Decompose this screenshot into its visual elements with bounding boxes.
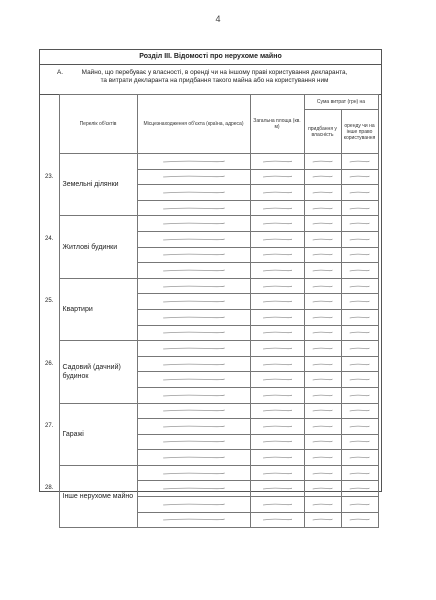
dash-mark (161, 518, 226, 521)
dash-mark (349, 160, 370, 163)
subsection-text-line-2: та витрати декларанта на придбання такого майна або на користування ним (100, 77, 329, 84)
table-cell (341, 341, 378, 357)
table-cell (250, 387, 304, 403)
dash-mark (312, 269, 333, 272)
table-cell (304, 200, 341, 216)
dash-mark (312, 160, 333, 163)
table-cell (341, 185, 378, 201)
dash-mark (349, 487, 370, 490)
table-cell (250, 216, 304, 232)
table-cell (304, 169, 341, 185)
dash-mark (262, 347, 293, 350)
table-cell (250, 200, 304, 216)
dash-mark (161, 503, 226, 506)
dash-mark (161, 347, 226, 350)
table-cell (250, 512, 304, 528)
table-cell (304, 154, 341, 170)
table-cell (341, 247, 378, 263)
dash-mark (262, 503, 293, 506)
table-cell (341, 154, 378, 170)
table-cell (304, 294, 341, 310)
dash-mark (262, 378, 293, 381)
dash-mark (161, 238, 226, 241)
header-object-list: Перелік об'єктів (59, 95, 137, 154)
dash-mark (262, 518, 293, 521)
dash-mark (262, 331, 293, 334)
dash-mark (161, 363, 226, 366)
table-cell (341, 465, 378, 481)
section-frame (39, 49, 382, 501)
table-cell (250, 465, 304, 481)
group-label: Інше нерухоме майно (59, 465, 137, 527)
dash-mark (161, 378, 226, 381)
table-cell (250, 309, 304, 325)
dash-mark (161, 269, 226, 272)
dash-mark (312, 456, 333, 459)
dash-mark (161, 487, 226, 490)
dash-mark (161, 160, 226, 163)
table-cell (341, 512, 378, 528)
group-number: 26. (45, 341, 59, 403)
table-cell (250, 294, 304, 310)
table-cell (250, 434, 304, 450)
dash-mark (312, 253, 333, 256)
dash-mark (312, 316, 333, 319)
table-cell (341, 200, 378, 216)
header-total-area: Загальна площа (кв. м) (250, 95, 304, 154)
table-cell (137, 497, 250, 513)
table-cell (137, 309, 250, 325)
dash-mark (161, 191, 226, 194)
dash-mark (349, 409, 370, 412)
group-number: 28. (45, 465, 59, 527)
dash-mark (349, 331, 370, 334)
dash-mark (312, 238, 333, 241)
table-cell (137, 263, 250, 279)
table-cell (341, 434, 378, 450)
table-cell (341, 403, 378, 419)
table-cell (250, 247, 304, 263)
table-cell (341, 372, 378, 388)
group-label: Квартири (59, 278, 137, 340)
dash-mark (262, 238, 293, 241)
table-cell (137, 419, 250, 435)
dash-mark (161, 316, 226, 319)
dash-mark (349, 222, 370, 225)
group-label: Садовий (дачний) будинок (59, 341, 137, 403)
property-table (45, 94, 379, 528)
table-cell (250, 450, 304, 466)
table-cell (341, 450, 378, 466)
table-cell (304, 481, 341, 497)
table-cell (304, 372, 341, 388)
table-cell (341, 231, 378, 247)
dash-mark (349, 175, 370, 178)
dash-mark (262, 425, 293, 428)
dash-mark (161, 456, 226, 459)
table-cell (304, 450, 341, 466)
table-cell (137, 372, 250, 388)
dash-mark (312, 472, 333, 475)
section-title: Розділ ІІІ. Відомості про нерухоме майно (40, 50, 381, 65)
dash-mark (349, 347, 370, 350)
group-label: Гаражі (59, 403, 137, 465)
dash-mark (312, 409, 333, 412)
table-cell (304, 309, 341, 325)
table-cell (304, 231, 341, 247)
table-cell (304, 512, 341, 528)
dash-mark (161, 394, 226, 397)
header-location: Місцезнаходження об'єкта (країна, адреса) (137, 95, 250, 154)
table-cell (137, 512, 250, 528)
table-cell (304, 465, 341, 481)
dash-mark (312, 300, 333, 303)
dash-mark (349, 425, 370, 428)
dash-mark (349, 456, 370, 459)
table-cell (250, 278, 304, 294)
dash-mark (161, 409, 226, 412)
dash-mark (262, 394, 293, 397)
dash-mark (349, 378, 370, 381)
table-cell (341, 216, 378, 232)
table-row (45, 216, 378, 232)
dash-mark (161, 300, 226, 303)
header-rent: оренду чи на інше право користування (341, 110, 378, 154)
table-cell (137, 387, 250, 403)
table-cell (250, 325, 304, 341)
dash-mark (312, 394, 333, 397)
table-cell (137, 231, 250, 247)
dash-mark (349, 394, 370, 397)
dash-mark (349, 440, 370, 443)
table-cell (250, 419, 304, 435)
table-cell (341, 481, 378, 497)
dash-mark (349, 207, 370, 210)
table-cell (137, 200, 250, 216)
table-cell (137, 185, 250, 201)
dash-mark (349, 518, 370, 521)
dash-mark (312, 175, 333, 178)
table-row (45, 465, 378, 481)
dash-mark (262, 300, 293, 303)
dash-mark (262, 222, 293, 225)
dash-mark (312, 191, 333, 194)
table-cell (250, 169, 304, 185)
table-cell (137, 450, 250, 466)
table-cell (341, 309, 378, 325)
dash-mark (161, 472, 226, 475)
table-cell (304, 341, 341, 357)
dash-mark (312, 487, 333, 490)
dash-mark (161, 207, 226, 210)
table-cell (250, 372, 304, 388)
table-cell (304, 247, 341, 263)
dash-mark (312, 440, 333, 443)
group-number: 24. (45, 216, 59, 278)
dash-mark (312, 425, 333, 428)
table-cell (250, 263, 304, 279)
table-row (45, 341, 378, 357)
table-cell (341, 497, 378, 513)
group-label: Земельні ділянки (59, 154, 137, 216)
subsection-letter: А. (57, 69, 64, 76)
dash-mark (262, 285, 293, 288)
table-cell (137, 294, 250, 310)
dash-mark (349, 269, 370, 272)
dash-mark (262, 472, 293, 475)
dash-mark (262, 191, 293, 194)
dash-mark (262, 269, 293, 272)
table-cell (341, 387, 378, 403)
table-cell (304, 434, 341, 450)
table-cell (137, 169, 250, 185)
table-cell (137, 247, 250, 263)
table-cell (137, 481, 250, 497)
dash-mark (349, 285, 370, 288)
table-cell (250, 403, 304, 419)
table-cell (341, 419, 378, 435)
table-cell (304, 387, 341, 403)
dash-mark (161, 285, 226, 288)
table-cell (137, 356, 250, 372)
group-label: Житлові будинки (59, 216, 137, 278)
group-number: 23. (45, 154, 59, 216)
table-cell (304, 419, 341, 435)
dash-mark (312, 363, 333, 366)
dash-mark (262, 253, 293, 256)
dash-mark (262, 363, 293, 366)
dash-mark (349, 300, 370, 303)
dash-mark (349, 191, 370, 194)
table-cell (304, 185, 341, 201)
table-cell (304, 403, 341, 419)
table-cell (341, 294, 378, 310)
table-cell (250, 341, 304, 357)
dash-mark (349, 316, 370, 319)
group-number: 27. (45, 403, 59, 465)
table-cell (304, 263, 341, 279)
table-row (45, 278, 378, 294)
dash-mark (262, 175, 293, 178)
table-cell (341, 356, 378, 372)
table-cell (250, 154, 304, 170)
table-cell (137, 465, 250, 481)
table-cell (250, 231, 304, 247)
dash-mark (312, 331, 333, 334)
dash-mark (312, 518, 333, 521)
table-cell (341, 263, 378, 279)
table-cell (137, 154, 250, 170)
table-cell (341, 325, 378, 341)
table-cell (137, 216, 250, 232)
header-expenses: Сума витрат (грн) на (304, 95, 378, 110)
dash-mark (161, 175, 226, 178)
table-cell (137, 325, 250, 341)
table-cell (250, 185, 304, 201)
table-cell (137, 341, 250, 357)
dash-mark (349, 503, 370, 506)
dash-mark (161, 222, 226, 225)
dash-mark (262, 456, 293, 459)
table-cell (304, 278, 341, 294)
table-cell (341, 169, 378, 185)
dash-mark (161, 425, 226, 428)
dash-mark (349, 253, 370, 256)
header-purchase: придбання у власність (304, 110, 341, 154)
table-cell (137, 278, 250, 294)
dash-mark (349, 472, 370, 475)
group-number: 25. (45, 278, 59, 340)
dash-mark (312, 222, 333, 225)
table-cell (250, 497, 304, 513)
subsection-heading (40, 65, 381, 95)
dash-mark (161, 331, 226, 334)
dash-mark (262, 160, 293, 163)
dash-mark (161, 440, 226, 443)
table-cell (304, 216, 341, 232)
dash-mark (312, 285, 333, 288)
table-cell (137, 403, 250, 419)
table-cell (250, 356, 304, 372)
table-cell (137, 434, 250, 450)
dash-mark (312, 378, 333, 381)
table-cell (250, 481, 304, 497)
table-cell (304, 356, 341, 372)
table-cell (341, 278, 378, 294)
dash-mark (262, 207, 293, 210)
dash-mark (312, 207, 333, 210)
dash-mark (349, 363, 370, 366)
table-row (45, 154, 378, 170)
dash-mark (262, 316, 293, 319)
dash-mark (312, 347, 333, 350)
table-cell (304, 497, 341, 513)
property-table-body (45, 154, 378, 528)
dash-mark (161, 253, 226, 256)
dash-mark (312, 503, 333, 506)
page-number: 4 (215, 14, 221, 24)
dash-mark (349, 238, 370, 241)
table-row (45, 403, 378, 419)
dash-mark (262, 409, 293, 412)
dash-mark (262, 440, 293, 443)
dash-mark (262, 487, 293, 490)
table-cell (304, 325, 341, 341)
subsection-text-line-1: Майно, що перебуває у власності, в оренді чи на іншому праві користування декларанта, (81, 69, 348, 76)
